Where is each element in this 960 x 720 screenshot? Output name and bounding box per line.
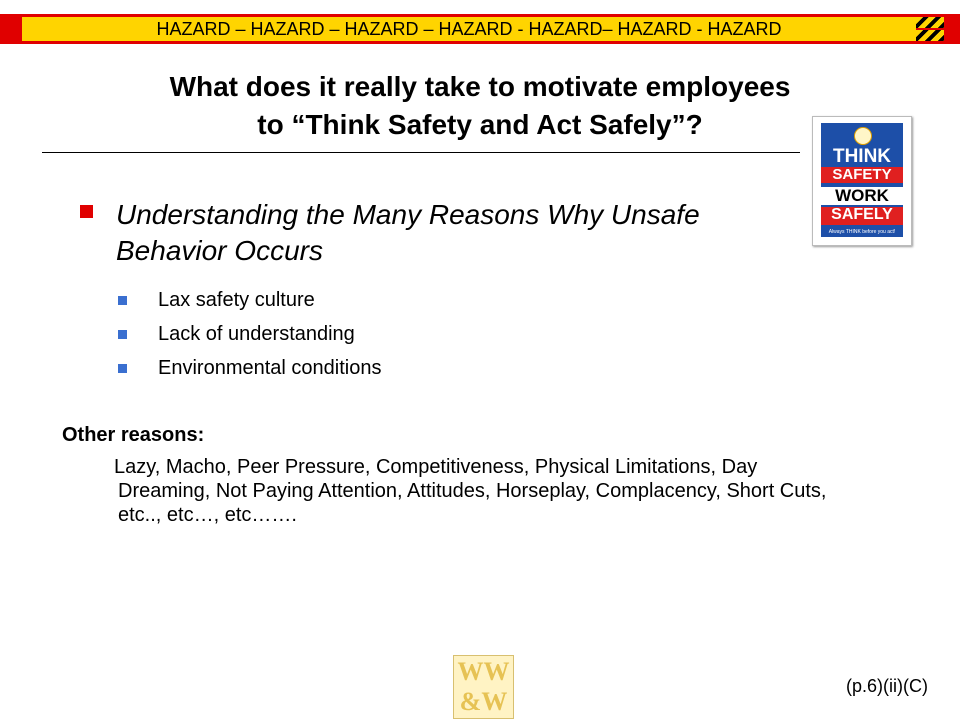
main-bullet-text: Understanding the Many Reasons Why Unsafe Behavior Occurs	[116, 199, 700, 266]
sub-bullet-list	[118, 286, 381, 388]
other-reasons-heading: Other reasons:	[62, 424, 205, 446]
poster-frame	[821, 123, 903, 237]
poster-word-safety: SAFETY	[821, 167, 903, 183]
red-square-bullet-icon	[80, 205, 93, 218]
sub-bullet-text: Lax safety culture	[158, 289, 315, 311]
hazard-banner-text: HAZARD – HAZARD – HAZARD – HAZARD - HAZARD– HAZARD - HAZARD	[22, 17, 916, 41]
hazard-stripe-icon	[916, 17, 944, 28]
hazard-banner	[0, 14, 960, 44]
sub-bullet-text: Environmental conditions	[158, 357, 382, 379]
poster-word-think: THINK	[821, 147, 903, 166]
title-underline	[42, 152, 800, 153]
blue-square-bullet-icon	[118, 364, 127, 373]
slide-title-line-1: What does it really take to motivate employees	[169, 71, 791, 102]
other-reasons-text: Lazy, Macho, Peer Pressure, Competitiveness, Physical Limitations, Day Dreaming, Not Paying Attention, Attitudes, Horseplay, Complacency, Short Cuts, etc.., etc…, etc…….	[114, 456, 827, 526]
page-reference: (p.6)(ii)(C)	[846, 676, 928, 696]
wwandw-logo	[453, 655, 514, 719]
lightbulb-icon	[854, 127, 872, 145]
sub-bullet-item	[118, 320, 381, 354]
poster-word-safely: SAFELY	[821, 207, 903, 225]
sub-bullet-item	[118, 286, 381, 320]
think-safety-poster	[812, 116, 912, 246]
sub-bullet-text: Lack of understanding	[158, 323, 355, 345]
sub-bullet-item	[118, 354, 381, 388]
blue-square-bullet-icon	[118, 296, 127, 305]
logo-line-1: WW	[457, 657, 510, 686]
poster-tagline: Always THINK before you act!	[828, 229, 896, 235]
slide-title-line-2: to “Think Safety and Act Safely”?	[257, 109, 703, 140]
hazard-stripe-icon	[916, 30, 944, 41]
slide-title	[40, 68, 920, 144]
logo-line-2: &W	[459, 687, 508, 716]
blue-square-bullet-icon	[118, 330, 127, 339]
poster-word-work: WORK	[821, 187, 903, 205]
